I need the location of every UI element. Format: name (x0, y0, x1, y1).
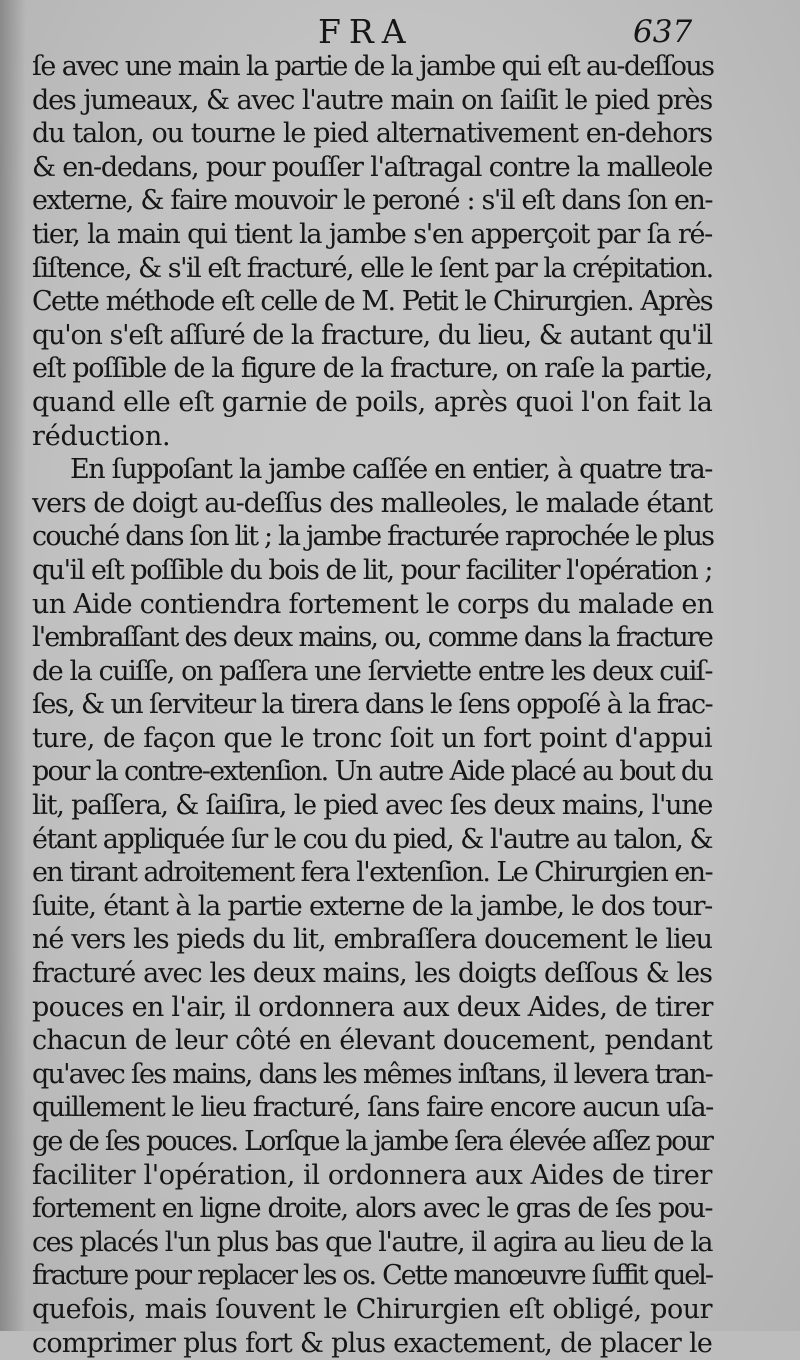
text-line: ſuite, étant à la partie externe de la jambe, le dos tour- (32, 890, 712, 922)
text-line: quand elle eſt garnie de poils, après quoi l'on fait la (32, 386, 713, 418)
text-line: faciliter l'opération, il ordonnera aux Aides de tirer (32, 1159, 712, 1191)
text-line: né vers les pieds du lit, embraſſera doucement le lieu (32, 924, 712, 956)
text-line: ces placés l'un plus bas que l'autre, il agira au lieu de la (32, 1226, 712, 1258)
page-header (0, 12, 800, 52)
page-number: 637 (633, 14, 693, 50)
text-line: comprimer plus fort & plus exactement, de placer le (32, 1327, 712, 1359)
text-line: du talon, ou tourne le pied alternativement en-dehors (32, 118, 712, 150)
text-line: En ſuppoſant la jambe caſſée en entier, à quatre tra- (70, 454, 712, 486)
text-line: quillement le lieu fracturé, ſans faire encore aucun uſa- (32, 1092, 713, 1124)
text-line: qu'il eſt poſſible du bois de lit, pour faciliter l'opération ; (32, 554, 712, 586)
text-line: de la cuiſſe, on paſſera une ſerviette entre les deux cuiſ- (32, 655, 712, 687)
text-line: ſe avec une main la partie de la jambe qui eſt au-deſſous (32, 51, 714, 82)
text-line: des jumeaux, & avec l'autre main on ſaiſit le pied près (32, 84, 712, 116)
text-line: fracturé avec les deux mains, les doigts deſſous & les (32, 958, 712, 990)
text-line: qu'on s'eſt aſſuré de la fracture, du lieu, & autant qu'il (32, 319, 712, 351)
text-line: pour la contre-extenſion. Un autre Aide placé au bout du (32, 756, 712, 788)
text-line: ture, de façon que le tronc ſoit un fort point d'appui (32, 722, 712, 754)
text-line: qu'avec ſes mains, dans les mêmes inſtans, il levera tran- (32, 1058, 712, 1090)
text-line: ſes, & un ſerviteur la tirera dans le ſens oppoſé à la frac- (32, 689, 712, 721)
text-line: l'embraſſant des deux mains, ou, comme dans la fracture (32, 622, 712, 654)
text-line: couché dans ſon lit ; la jambe fracturée raprochée le plus (32, 521, 714, 553)
text-line: un Aide contiendra fortement le corps du malade en (32, 588, 714, 620)
text-line: Cette méthode eſt celle de M. Petit le Chirurgien. Après (32, 286, 712, 318)
text-line: en tirant adroitement fera l'extenſion. Le Chirurgien en- (32, 857, 712, 889)
text-line: étant appliquée ſur le cou du pied, & l'autre au talon, & (32, 823, 712, 855)
text-line: fortement en ligne droite, alors avec le gras de ſes pou- (32, 1193, 712, 1225)
text-line: vers de doigt au-deſſus des malleoles, le malade étant (32, 487, 712, 519)
text-line: eſt poſſible de la figure de la fracture, on raſe la partie, (32, 353, 712, 385)
text-line: pouces en l'air, il ordonnera aux deux Aides, de tirer (32, 991, 713, 1023)
body-text (32, 50, 712, 1360)
text-line: lit, paſſera, & ſaiſira, le pied avec ſes deux mains, l'une (32, 790, 712, 822)
running-head: FRA (318, 12, 414, 51)
text-line: ſiſtence, & s'il eſt fracturé, elle le ſent par la crépitation. (32, 252, 713, 284)
text-line: réduction. (32, 420, 171, 452)
text-line: chacun de leur côté en élevant doucement, pendant (32, 1025, 712, 1057)
text-line: tier, la main qui tient la jambe s'en apperçoit par ſa ré- (32, 218, 712, 250)
text-line: fracture pour replacer les os. Cette manœuvre ſuffit quel- (32, 1260, 712, 1292)
text-line: externe, & faire mouvoir le peroné : s'il eſt dans ſon en- (32, 185, 712, 217)
text-line: & en-dedans, pour pouſſer l'aſtragal contre la malleole (32, 151, 712, 183)
text-line: ge de ſes pouces. Lorſque la jambe ſera élevée aſſez pour (32, 1126, 712, 1157)
text-line: quefois, mais ſouvent le Chirurgien eſt obligé, pour (32, 1293, 712, 1325)
